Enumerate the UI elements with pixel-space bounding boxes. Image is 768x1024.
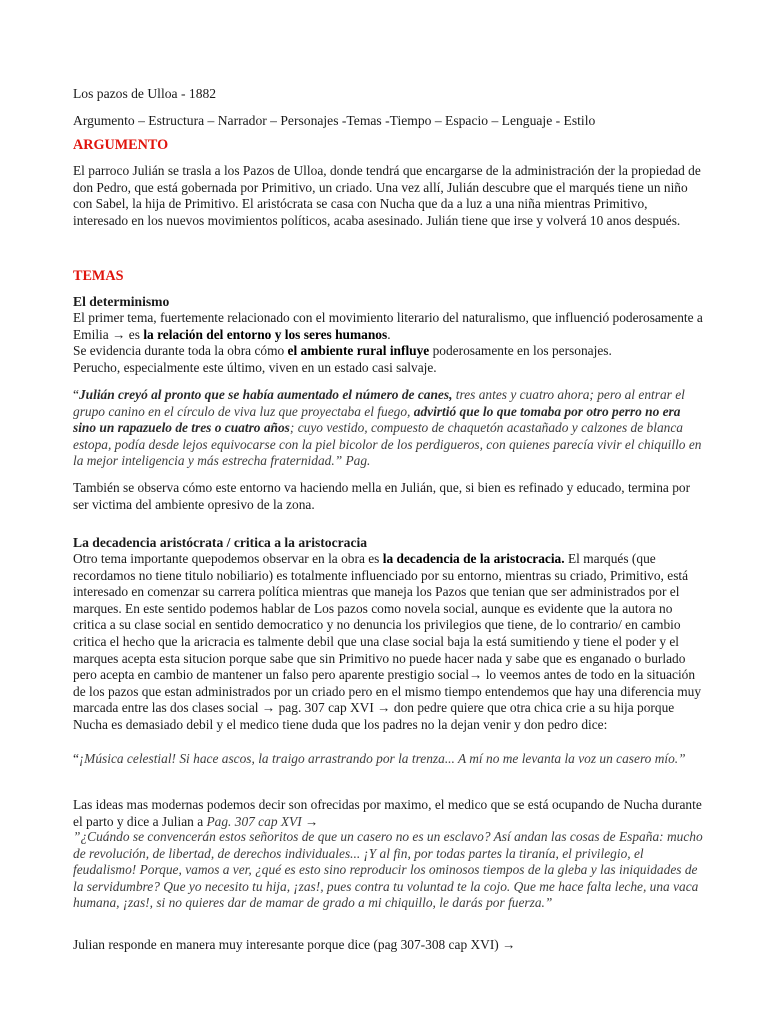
emphasis-text: el ambiente rural influye	[287, 343, 430, 359]
emphasis-text: la relación del entorno y los seres humanos	[143, 326, 388, 342]
right-arrow-icon: →	[377, 700, 391, 716]
document-title: Los pazos de Ulloa - 1882	[73, 86, 217, 101]
determinismo-body	[73, 310, 703, 376]
right-arrow-icon: →	[305, 813, 319, 829]
decadencia-paragraph-3: Julian responde en manera muy interesante porque dice (pag 307-308 cap XVI) →	[73, 937, 516, 952]
section-outline: Argumento – Estructura – Narrador – Personajes -Temas -Tiempo – Espacio – Lenguaje - Estilo	[73, 113, 596, 128]
right-arrow-icon: →	[112, 326, 126, 342]
determinismo-paragraph-4: También se observa cómo este entorno va haciendo mella en Julián, que, si bien es refinado y educado, termina por ser victima del ambiente opresivo de la zona.	[73, 480, 691, 512]
determinismo-paragraph-3: Perucho, especialmente este último, viven en un estado casi salvaje.	[73, 359, 437, 375]
decadencia-paragraph-1: Otro tema importante quepodemos observar en la obra es la decadencia de la aristocracia. El marqués (que recordamos no tiene titulo nobiliario) es totalmente influenciado por su entorno, mientras su criado, Primitivo, está interesado en comenzar su carrera política mientras que maneja los Pazos que tenian que ser administrados por el marques. En este sentido podemos hablar de Los pazos como novela social, aunque es evidente que la autora no critica a su clase social en sentido democratico y no denuncia los privilegios que tiene, de lo contrario/ en cambio critica el hecho que la aricracia es talmente debil que una clase social baja la está sumitiendo y tiene el poder y el marques acepta esta situcion porque sabe que sin Primitivo no puede hacer nada y sabe que es enganado o burlado pero acepta en cambio de mantener un falso pero aparente prestigio social→ lo veemos antes de todo en la situación de los pazos que estan administrados por un criado pero en el mismo tiempo entendemos que hay una diferencia muy marcada entre las dos clases social → pag. 307 cap XVI → don pedre quiere que otra chica crie a su hija porque Nucha es demasiado debil y el medico tiene duda que los padres no la dejan venir y don pedro dice:	[73, 551, 702, 732]
determinismo-quote: “Julián creyó al pronto que se había aumentado el número de canes, tres antes y cuatro ahora; pero al entrar el grupo canino en el círculo de viva luz que proyectaba el fuego, advirtió que lo que tomaba por otro perro no era sino un rapazuelo de tres o cuatro años; cuyo vestido, compuesto de chaquetón acastañado y calzones de blanca estopa, podía desde lejos equivocarse con la piel bicolor de los perdigueros, con quienes parecía vivir el chiquillo en la mejor inteligencia y más estrecha fraternidad.” Pag.	[73, 387, 702, 469]
temas-heading: TEMAS	[73, 268, 124, 284]
right-arrow-icon: →	[502, 937, 516, 952]
decadencia-quote-2: ”¿Cuándo se convencerán estos señoritos de que un casero no es un esclavo? Así andan las cosas de España: mucho de revolución, de libertad, de derechos individuales... ¡Y al fin, por todas partes la tiranía, el privilegio, el feudalismo! Porque, vamos a ver, ¿qué es esto sino reproducir los ominosos tiempos de la gleba y las iniquidades de la servidumbre? Que yo necesito tu hija, ¡zas!, pues contra tu voluntad te la cojo. Que me hace falta leche, una vaca humana, ¡zas!, si no quieres dar de mamar de grado a mi chiquillo, le darás por fuerza.”	[73, 829, 703, 911]
emphasis-text: la decadencia de la aristocracia.	[382, 551, 565, 566]
argumento-heading: ARGUMENTO	[73, 137, 169, 153]
determinismo-paragraph-2: Se evidencia durante toda la obra cómo el ambiente rural influye poderosamente en los personajes.	[73, 343, 612, 359]
decadencia-paragraph-2: Las ideas mas modernas podemos decir son ofrecidas por maximo, el medico que se está ocupando de Nucha durante el parto y dice a Julian a Pag. 307 cap XVI →	[73, 797, 702, 829]
decadencia-heading: La decadencia aristócrata / critica a la aristocracia	[73, 535, 368, 550]
decadencia-quote-1: “¡Música celestial! Si hace ascos, la traigo arrastrando por la trenza... A mí no me levanta la voz un casero mío.”	[73, 751, 686, 766]
determinismo-heading: El determinismo	[73, 294, 170, 309]
determinismo-paragraph-1: El primer tema, fuertemente relacionado con el movimiento literario del naturalismo, que influenció poderosamente a Emilia → es la relación del entorno y los seres humanos.	[73, 310, 703, 342]
right-arrow-icon: →	[468, 667, 483, 683]
argumento-paragraph: El parroco Julián se trasla a los Pazos de Ulloa, donde tendrá que encargarse de la administración der la propiedad de don Pedro, que está gobernada por Primitivo, un criado. Una vez allí, Julián descubre que el marqués tiene un niño con Sabel, la hija de Primitivo. El aristócrata se casa con Nucha que da a luz a una niña mientras Primitivo, interesado en los nuevos movimientos políticos, acaba asesinado. Julián tiene que irse y volverá 10 anos después.	[73, 163, 701, 228]
page-reference: Pag. 307 cap XVI	[206, 813, 302, 829]
right-arrow-icon: →	[261, 700, 276, 716]
